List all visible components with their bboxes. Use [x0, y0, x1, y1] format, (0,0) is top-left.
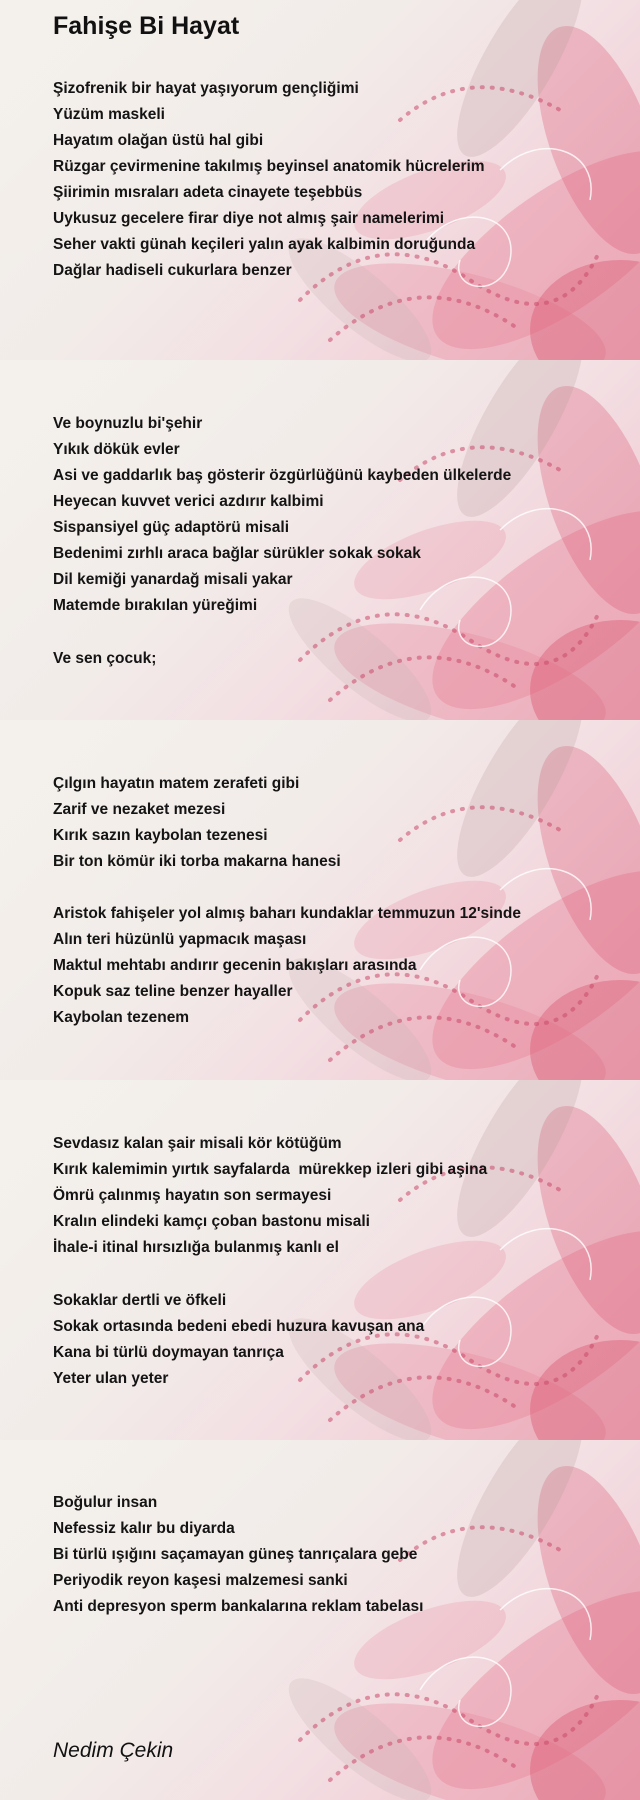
- poem-line: Sevdasız kalan şair misali kör kötüğüm: [53, 1135, 342, 1152]
- stanza-6: [53, 1131, 487, 1261]
- poem-line: Şizofrenik bir hayat yaşıyorum gençliğimi: [53, 80, 359, 97]
- poem-line: Kana bi türlü doymayan tanrıça: [53, 1344, 284, 1361]
- poem-line: Asi ve gaddarlık baş gösterir özgürlüğünü kaybeden ülkelerde: [53, 467, 512, 484]
- poem-line: Yüzüm maskeli: [53, 106, 165, 123]
- poem-line: Sispansiyel güç adaptörü misali: [53, 519, 290, 536]
- poem-line: Boğulur insan: [53, 1494, 158, 1511]
- poem-line: Bedenimi zırhlı araca bağlar sürükler sokak sokak: [53, 545, 421, 562]
- poem-line: Bir ton kömür iki torba makarna hanesi: [53, 853, 341, 870]
- poem-line: Ve sen çocuk;: [53, 650, 157, 667]
- poem-line: Maktul mehtabı andırır gecenin bakışları arasında: [53, 957, 417, 974]
- poem-line: İhale-i itinal hırsızlığa bulanmış kanlı el: [53, 1239, 339, 1256]
- poem-line: Bi türlü ışığını saçamayan güneş tanrıçalara gebe: [53, 1546, 418, 1563]
- stanza-4: [53, 771, 341, 875]
- poem-line: Uykusuz gecelere firar diye not almış şair namelerimi: [53, 210, 445, 227]
- stanza-1: [53, 76, 485, 284]
- poem-line: Periyodik reyon kaşesi malzemesi sanki: [53, 1572, 348, 1589]
- poem-line: Kaybolan tezenem: [53, 1009, 190, 1026]
- poem-line: Seher vakti günah keçileri yalın ayak kalbimin doruğunda: [53, 236, 476, 253]
- poem-line: Rüzgar çevirmenine takılmış beyinsel anatomik hücrelerim: [53, 158, 485, 175]
- poem-line: Matemde bırakılan yüreğimi: [53, 597, 258, 614]
- poem-line: Aristok fahişeler yol almış baharı kundaklar temmuzun 12'sinde: [53, 905, 521, 922]
- poem-line: Hayatım olağan üstü hal gibi: [53, 132, 264, 149]
- stanza-5: [53, 901, 521, 1031]
- poem-line: Nefessiz kalır bu diyarda: [53, 1520, 235, 1537]
- poem-line: Kırık kalemimin yırtık sayfalarda mürekkep izleri gibi aşina: [53, 1161, 488, 1178]
- poem-author: Nedim Çekin: [53, 1739, 174, 1762]
- poem-line: Sokaklar dertli ve öfkeli: [53, 1292, 227, 1309]
- stanza-2: [53, 411, 511, 619]
- stanza-7: [53, 1288, 424, 1392]
- stanza-8: [53, 1490, 423, 1620]
- poem-line: Alın teri hüzünlü yapmacık maşası: [53, 931, 307, 948]
- stanza-3: [53, 646, 156, 672]
- poem-line: Kralın elindeki kamçı çoban bastonu misali: [53, 1213, 370, 1230]
- poem-line: Dil kemiği yanardağ misali yakar: [53, 571, 293, 588]
- poem-line: Şiirimin mısraları adeta cinayete teşebbüs: [53, 184, 363, 201]
- poem-line: Çılgın hayatın matem zerafeti gibi: [53, 775, 300, 792]
- poem-line: Ömrü çalınmış hayatın son sermayesi: [53, 1187, 332, 1204]
- poem-line: Anti depresyon sperm bankalarına reklam tabelası: [53, 1598, 424, 1615]
- poem-line: Dağlar hadiseli cukurlara benzer: [53, 262, 292, 279]
- poem-line: Kopuk saz teline benzer hayaller: [53, 983, 293, 1000]
- poem-line: Ve boynuzlu bi'şehir: [53, 415, 203, 432]
- poem-line: Yeter ulan yeter: [53, 1370, 169, 1387]
- poem-line: Sokak ortasında bedeni ebedi huzura kavuşan ana: [53, 1318, 425, 1335]
- poem-line: Yıkık dökük evler: [53, 441, 180, 458]
- poem-line: Kırık sazın kaybolan tezenesi: [53, 827, 268, 844]
- poem-line: Heyecan kuvvet verici azdırır kalbimi: [53, 493, 324, 510]
- poem-line: Zarif ve nezaket mezesi: [53, 801, 226, 818]
- poem-title: Fahişe Bi Hayat: [53, 12, 240, 40]
